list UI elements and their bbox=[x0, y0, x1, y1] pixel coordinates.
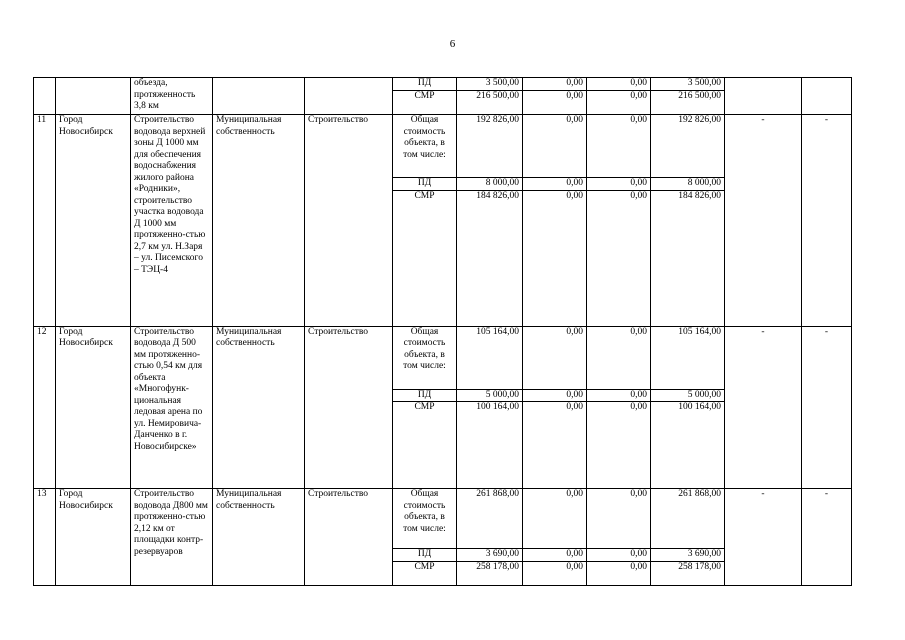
value-cell: 105 164,00 bbox=[651, 326, 725, 389]
value-cell: 0,00 bbox=[587, 549, 651, 562]
value-cell: 0,00 bbox=[523, 402, 587, 489]
work-type-cell: Строительство bbox=[305, 489, 393, 586]
dash-cell: - bbox=[725, 115, 802, 327]
cost-label: ПД bbox=[393, 78, 457, 91]
value-cell: 0,00 bbox=[587, 91, 651, 115]
ownership-cell: Муниципальная собственность bbox=[213, 326, 305, 489]
table-row bbox=[34, 489, 852, 549]
cost-label: СМР bbox=[393, 561, 457, 585]
value-cell: 0,00 bbox=[523, 78, 587, 91]
object-description: Строительство водовода верхней зоны Д 1000 мм для обеспечения водоснабжения жилого района «Родники», строительство участка водовода Д 1000 мм протяженно-стью 2,7 км ул. Н.Заря – ул. Писемского – ТЭЦ-4 bbox=[131, 115, 213, 327]
value-cell: 184 826,00 bbox=[457, 190, 523, 326]
value-cell: 0,00 bbox=[587, 489, 651, 549]
value-cell: 216 500,00 bbox=[651, 91, 725, 115]
cost-label: ПД bbox=[393, 178, 457, 191]
value-cell: 0,00 bbox=[587, 190, 651, 326]
page-number: 6 bbox=[449, 38, 456, 50]
row-number: 12 bbox=[34, 326, 56, 489]
value-cell: 258 178,00 bbox=[457, 561, 523, 585]
dash-cell: - bbox=[725, 326, 802, 489]
value-cell: 0,00 bbox=[523, 549, 587, 562]
cost-label: ПД bbox=[393, 389, 457, 402]
value-cell: 0,00 bbox=[587, 115, 651, 178]
value-cell: 105 164,00 bbox=[457, 326, 523, 389]
value-cell: 192 826,00 bbox=[651, 115, 725, 178]
value-cell: 0,00 bbox=[523, 178, 587, 191]
value-cell: 184 826,00 bbox=[651, 190, 725, 326]
dash-cell: - bbox=[802, 326, 852, 489]
investment-table bbox=[33, 77, 852, 586]
cost-label: ПД bbox=[393, 549, 457, 562]
cost-label: Общая стоимость объекта, в том числе: bbox=[393, 115, 457, 178]
value-cell: 0,00 bbox=[523, 190, 587, 326]
table-row bbox=[34, 115, 852, 178]
value-cell: 258 178,00 bbox=[651, 561, 725, 585]
value-cell: 261 868,00 bbox=[457, 489, 523, 549]
value-cell: 0,00 bbox=[523, 489, 587, 549]
value-cell: 0,00 bbox=[587, 561, 651, 585]
cost-label: СМР bbox=[393, 402, 457, 489]
dash-cell: - bbox=[725, 489, 802, 586]
value-cell: 0,00 bbox=[587, 402, 651, 489]
place-cell: Город Новосибирск bbox=[56, 326, 131, 489]
value-cell: 5 000,00 bbox=[651, 389, 725, 402]
place-cell: Город Новосибирск bbox=[56, 115, 131, 327]
row-number: 11 bbox=[34, 115, 56, 327]
value-cell: 216 500,00 bbox=[457, 91, 523, 115]
row-number: 13 bbox=[34, 489, 56, 586]
object-description: объезда, протяженность 3,8 км bbox=[131, 78, 213, 115]
work-type-cell: Строительство bbox=[305, 326, 393, 489]
ownership-cell: Муниципальная собственность bbox=[213, 489, 305, 586]
value-cell: 8 000,00 bbox=[651, 178, 725, 191]
value-cell: 5 000,00 bbox=[457, 389, 523, 402]
value-cell: 0,00 bbox=[523, 326, 587, 389]
cost-label: СМР bbox=[393, 91, 457, 115]
value-cell: 0,00 bbox=[523, 561, 587, 585]
value-cell: 3 500,00 bbox=[651, 78, 725, 91]
ownership-cell: Муниципальная собственность bbox=[213, 115, 305, 327]
object-description: Строительство водовода Д800 мм протяженно-стью 2,12 км от площадки контр-резервуаров bbox=[131, 489, 213, 586]
cost-label: Общая стоимость объекта, в том числе: bbox=[393, 326, 457, 389]
dash-cell: - bbox=[802, 489, 852, 586]
value-cell: 0,00 bbox=[523, 91, 587, 115]
value-cell: 100 164,00 bbox=[457, 402, 523, 489]
value-cell: 0,00 bbox=[523, 115, 587, 178]
cost-label: СМР bbox=[393, 190, 457, 326]
value-cell: 3 690,00 bbox=[651, 549, 725, 562]
value-cell: 8 000,00 bbox=[457, 178, 523, 191]
value-cell: 3 690,00 bbox=[457, 549, 523, 562]
value-cell: 0,00 bbox=[587, 389, 651, 402]
table-row bbox=[34, 326, 852, 389]
value-cell: 0,00 bbox=[587, 78, 651, 91]
cost-label: Общая стоимость объекта, в том числе: bbox=[393, 489, 457, 549]
table-row bbox=[34, 78, 852, 91]
value-cell: 0,00 bbox=[587, 326, 651, 389]
place-cell: Город Новосибирск bbox=[56, 489, 131, 586]
value-cell: 100 164,00 bbox=[651, 402, 725, 489]
dash-cell: - bbox=[802, 115, 852, 327]
value-cell: 3 500,00 bbox=[457, 78, 523, 91]
object-description: Строительство водовода Д 500 мм протяженно-стью 0,54 км для объекта «Многофунк-циональная ледовая арена по ул. Немировича-Данченко в г. Новосибирске» bbox=[131, 326, 213, 489]
value-cell: 192 826,00 bbox=[457, 115, 523, 178]
value-cell: 0,00 bbox=[587, 178, 651, 191]
value-cell: 0,00 bbox=[523, 389, 587, 402]
value-cell: 261 868,00 bbox=[651, 489, 725, 549]
work-type-cell: Строительство bbox=[305, 115, 393, 327]
